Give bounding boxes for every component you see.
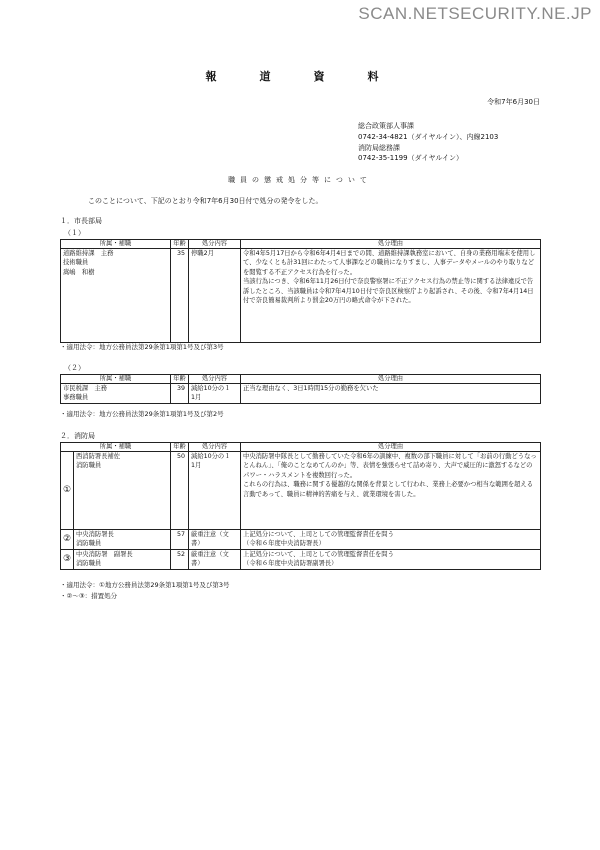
cell-affiliation: 西消防署長補佐 消防職員 [74, 452, 171, 530]
column-header-reason: 処分理由 [241, 240, 541, 249]
table-row [61, 249, 541, 343]
column-header-age: 年齢 [171, 240, 189, 249]
contact-line: 消防局総務課 [358, 143, 400, 152]
column-header-affiliation: 所属・補職 [61, 443, 171, 452]
column-header-age: 年齢 [171, 375, 189, 384]
contact-line: 0742-35-1199（ダイヤルイン） [358, 154, 464, 163]
contact-line: 総合政策部人事課 [358, 122, 414, 130]
column-header-reason: 処分理由 [241, 375, 541, 384]
watermark: SCAN.NETSECURITY.NE.JP [358, 4, 592, 23]
applicable-law: ・適用法令：①地方公務員法第29条第1項第1号及び第3号 [60, 581, 230, 589]
table-row [61, 549, 541, 569]
column-header-penalty: 処分内容 [189, 375, 241, 384]
cell-reason: 令和4年5月17日から令和6年4月4日までの間、道路維持課執務室において、自身の業務用端末を使用して、少なくとも計31回にわたって人事課などの職員になりすまし、人事データやメールのやり取りなどを閲覧する不正アクセス行為を行った。 当該行為につき、令和6年11月26日付で奈良警察署に不正アクセス行為の禁止等に関する法律違反で告訴したところ、当該職員は令和7年4月10日付で奈良区検察庁より起訴され、その後、令和7年4月14日付で奈良簡易裁判所より罰金20万円の略式命令が下された。 [241, 249, 541, 343]
table-row [61, 384, 541, 404]
cell-affiliation: 中央消防署長 消防職員 [74, 530, 171, 550]
cell-affiliation: 市民税課 主務 事務職員 [61, 384, 171, 404]
applicable-law: ・適用法令：地方公務員法第29条第1項第1号及び第2号 [60, 410, 224, 418]
cell-age: 35 [171, 249, 189, 343]
cell-age: 39 [171, 384, 189, 404]
column-header-reason: 処分理由 [241, 443, 541, 452]
cell-penalty: 減給10分の１ 1月 [189, 384, 241, 404]
row-marker: ③ [61, 549, 74, 569]
column-header-affiliation: 所属・補職 [61, 240, 171, 249]
cell-reason: 上記処分について、上司としての管理監督責任を問う （令和６年度中央消防署長） [241, 530, 541, 550]
applicable-law: ・適用法令：地方公務員法第29条第1項第1号及び第3号 [60, 343, 224, 351]
subsection-label: （１） [64, 229, 85, 237]
table-header-row [61, 240, 541, 249]
document-title: 報 道 資 料 [205, 70, 395, 83]
cell-age: 52 [171, 549, 189, 569]
disciplinary-table-3 [60, 442, 541, 570]
measure-note: ・②～③：措置処分 [60, 592, 118, 600]
intro-text: このことについて、下記のとおり令和7年6月30日付で処分の発令をした。 [88, 197, 323, 205]
disciplinary-table-1 [60, 239, 541, 343]
row-marker: ② [61, 530, 74, 550]
cell-reason: 中央消防署中隊長として勤務していた令和6年の訓練中、複数の部下職員に対して「お前の行動どうなっとんねん」、「俺のことなめてんのか」等、表情を強張らせて詰め寄り、大声で威圧的に激怒するなどのパワー・ハラスメントを複数回行った。 これらの行為は、職務に関する優越的な関係を背景として行われ、業務上必要かつ相当な範囲を超える言動であって、職員に精神的苦痛を与え、就業環境を害した。 [241, 452, 541, 530]
cell-penalty: 減給10分の１ 1月 [189, 452, 241, 530]
document-date: 令和7年6月30日 [487, 98, 540, 106]
cell-penalty: 停職2月 [189, 249, 241, 343]
table-row [61, 452, 541, 530]
contact-line: 0742-34-4821（ダイヤルイン）、内線2103 [358, 132, 499, 141]
disciplinary-table-2 [60, 374, 541, 404]
cell-age: 50 [171, 452, 189, 530]
table-header-row [61, 443, 541, 452]
section-label: ２．消防局 [60, 432, 95, 440]
cell-reason: 正当な理由なく、3日1時間15分の勤務を欠いた [241, 384, 541, 404]
cell-affiliation: 道路維持課 主務 技術職員 嵩嶋 和樹 [61, 249, 171, 343]
cell-penalty: 厳重注意（文書） [189, 530, 241, 550]
cell-penalty: 厳重注意（文書） [189, 549, 241, 569]
row-marker: ① [61, 452, 74, 530]
cell-affiliation: 中央消防署 副署長 消防職員 [74, 549, 171, 569]
section-label: １．市長部局 [60, 217, 102, 225]
column-header-age: 年齢 [171, 443, 189, 452]
column-header-penalty: 処分内容 [189, 443, 241, 452]
cell-reason: 上記処分について、上司としての管理監督責任を問う （令和６年度中央消防署副署長） [241, 549, 541, 569]
column-header-affiliation: 所属・補職 [61, 375, 171, 384]
subtitle: 職員の懲戒処分等について [228, 176, 372, 184]
table-header-row [61, 375, 541, 384]
table-row [61, 530, 541, 550]
contact-block [358, 121, 498, 164]
subsection-label: （２） [64, 364, 85, 372]
column-header-penalty: 処分内容 [189, 240, 241, 249]
cell-age: 57 [171, 530, 189, 550]
